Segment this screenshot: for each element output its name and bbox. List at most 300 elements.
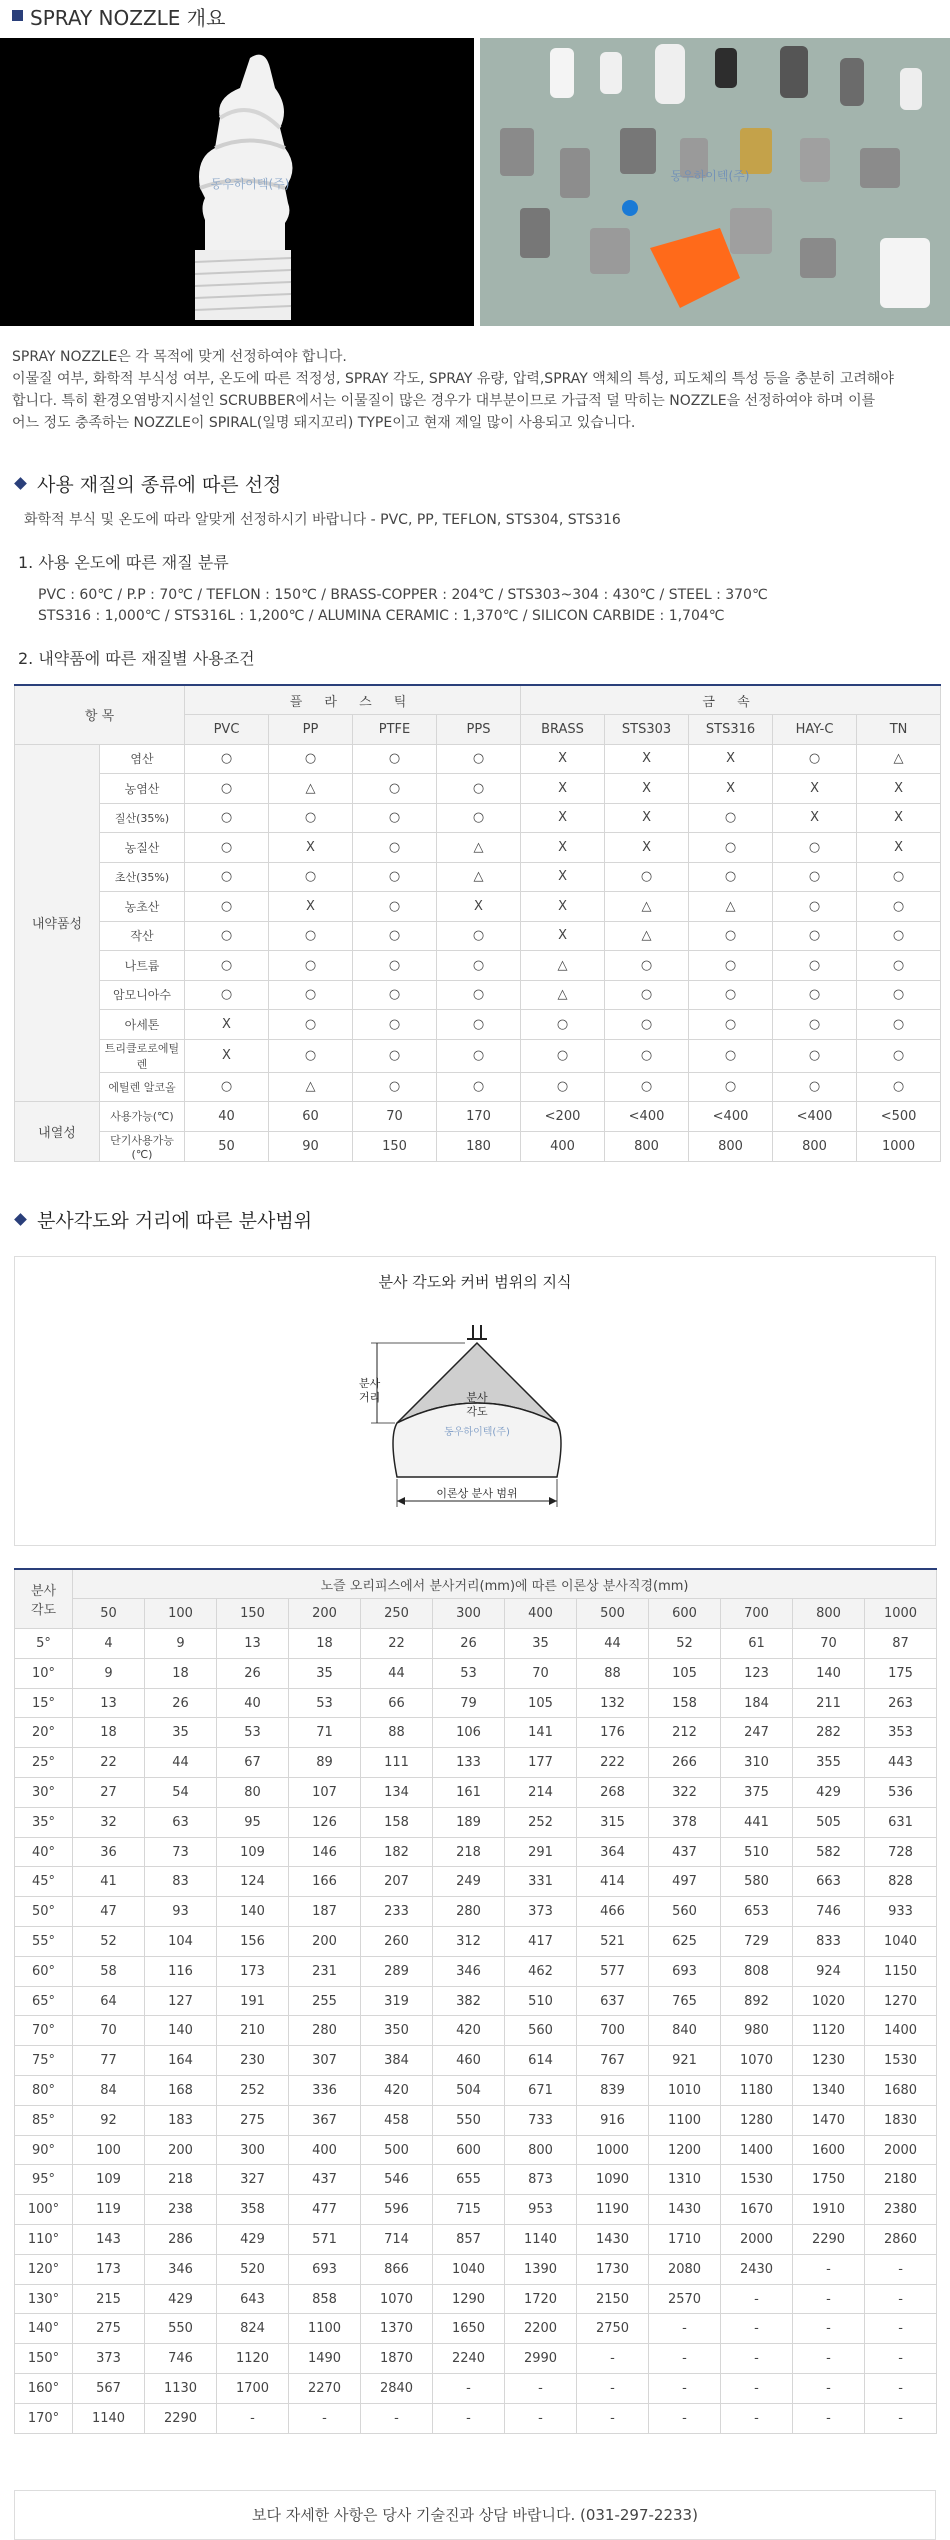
- diameter-cell: -: [793, 2314, 865, 2344]
- temperature-cell: 800: [689, 1131, 773, 1161]
- diameter-cell: 921: [649, 2046, 721, 2076]
- diameter-cell: -: [433, 2374, 505, 2404]
- distance-span-header: 노즐 오리피스에서 분사거리(mm)에 따른 이론상 분사직경(mm): [73, 1569, 937, 1599]
- diameter-cell: 210: [217, 2016, 289, 2046]
- diameter-cell: 44: [577, 1629, 649, 1659]
- heat-group-label: 내열성: [15, 1102, 100, 1162]
- temperature-cell: 1000: [857, 1131, 941, 1161]
- diameter-cell: 44: [145, 1748, 217, 1778]
- diameter-cell: 1710: [649, 2225, 721, 2255]
- diameter-cell: 1430: [577, 2225, 649, 2255]
- resistance-cell: ○: [437, 921, 521, 951]
- resistance-cell: X: [773, 774, 857, 804]
- resistance-cell: ○: [857, 1039, 941, 1072]
- diameter-cell: 715: [433, 2195, 505, 2225]
- intro-line: SPRAY NOZZLE은 각 목적에 맞게 선정하여야 합니다.: [12, 349, 347, 365]
- diameter-cell: 631: [865, 1807, 937, 1837]
- resistance-cell: ○: [689, 980, 773, 1010]
- resistance-cell: ○: [521, 1072, 605, 1102]
- chemical-name: 농염산: [100, 774, 185, 804]
- diameter-cell: 550: [145, 2314, 217, 2344]
- diameter-cell: 460: [433, 2046, 505, 2076]
- table-header-row: [15, 1569, 937, 1599]
- resistance-cell: ○: [857, 921, 941, 951]
- temperature-cell: <500: [857, 1102, 941, 1132]
- resistance-cell: ○: [437, 951, 521, 981]
- photo-watermark-left: 동우하이텍(주): [210, 177, 290, 191]
- chemical-name: 작산: [100, 921, 185, 951]
- diameter-cell: 429: [217, 2225, 289, 2255]
- table-row: [15, 1778, 937, 1808]
- diameter-cell: 77: [73, 2046, 145, 2076]
- resistance-cell: ○: [353, 1072, 437, 1102]
- diameter-cell: -: [865, 2403, 937, 2433]
- diameter-cell: 1340: [793, 2076, 865, 2106]
- diameter-cell: 187: [289, 1897, 361, 1927]
- diameter-cell: 1090: [577, 2165, 649, 2195]
- angle-cell: 50°: [15, 1897, 73, 1927]
- angle-cell: 75°: [15, 2046, 73, 2076]
- diameter-cell: 521: [577, 1927, 649, 1957]
- angle-cell: 160°: [15, 2374, 73, 2404]
- diameter-cell: 375: [721, 1778, 793, 1808]
- diameter-cell: 275: [217, 2105, 289, 2135]
- table-row: [15, 1867, 937, 1897]
- diameter-cell: 693: [289, 2254, 361, 2284]
- diameter-cell: 580: [721, 1867, 793, 1897]
- diameter-cell: 1490: [289, 2344, 361, 2374]
- diameter-cell: 1230: [793, 2046, 865, 2076]
- intro-text: [12, 346, 942, 434]
- resistance-cell: X: [521, 744, 605, 774]
- table-row: [15, 774, 941, 804]
- resistance-cell: ○: [857, 980, 941, 1010]
- diameter-cell: 2270: [289, 2374, 361, 2404]
- table-row: [15, 803, 941, 833]
- diameter-cell: 40: [217, 1688, 289, 1718]
- diameter-cell: 567: [73, 2374, 145, 2404]
- diameter-cell: 2000: [865, 2135, 937, 2165]
- table-row: [15, 1102, 941, 1132]
- diameter-cell: 858: [289, 2284, 361, 2314]
- diameter-cell: 275: [73, 2314, 145, 2344]
- resistance-cell: X: [605, 803, 689, 833]
- resistance-cell: X: [185, 1010, 269, 1040]
- resistance-cell: ○: [185, 833, 269, 863]
- header-square-icon: [12, 10, 23, 21]
- diameter-cell: 2180: [865, 2165, 937, 2195]
- diameter-cell: 1000: [577, 2135, 649, 2165]
- diameter-cell: 429: [793, 1778, 865, 1808]
- angle-cell: 85°: [15, 2105, 73, 2135]
- diameter-cell: 18: [145, 1658, 217, 1688]
- diameter-cell: 1070: [361, 2284, 433, 2314]
- diameter-cell: 211: [793, 1688, 865, 1718]
- diameter-cell: 1430: [649, 2195, 721, 2225]
- diameter-cell: 66: [361, 1688, 433, 1718]
- diameter-cell: 857: [433, 2225, 505, 2255]
- resistance-cell: ○: [185, 803, 269, 833]
- diameter-cell: 104: [145, 1927, 217, 1957]
- intro-line: 합니다. 특히 환경오염방지시설인 SCRUBBER에서는 이물질이 많은 경우가 대부분이므로 가급적 덜 막히는 NOZZLE을 선정하여야 하며 이를: [12, 393, 876, 409]
- diameter-cell: 300: [217, 2135, 289, 2165]
- diameter-cell: 63: [145, 1807, 217, 1837]
- diameter-cell: 824: [217, 2314, 289, 2344]
- resistance-cell: ○: [689, 1072, 773, 1102]
- resistance-cell: ○: [857, 951, 941, 981]
- resistance-cell: X: [269, 833, 353, 863]
- table-row: [15, 2314, 937, 2344]
- resistance-cell: ○: [269, 1010, 353, 1040]
- table-row: [15, 1897, 937, 1927]
- table-row: [15, 1131, 941, 1161]
- resistance-cell: X: [689, 774, 773, 804]
- diameter-cell: 173: [73, 2254, 145, 2284]
- diameter-cell: 214: [505, 1778, 577, 1808]
- diameter-cell: 839: [577, 2076, 649, 2106]
- resistance-cell: ○: [353, 774, 437, 804]
- diameter-cell: 497: [649, 1867, 721, 1897]
- diameter-cell: 353: [865, 1718, 937, 1748]
- resistance-cell: ○: [689, 803, 773, 833]
- diameter-cell: 140: [145, 2016, 217, 2046]
- resistance-cell: ○: [269, 980, 353, 1010]
- resistance-cell: ○: [773, 980, 857, 1010]
- diameter-cell: 614: [505, 2046, 577, 2076]
- diameter-cell: 207: [361, 1867, 433, 1897]
- resistance-cell: ○: [353, 980, 437, 1010]
- diameter-cell: -: [721, 2314, 793, 2344]
- resistance-cell: △: [605, 892, 689, 922]
- diameter-cell: 18: [73, 1718, 145, 1748]
- contact-footer: 보다 자세한 사항은 당사 기술진과 상담 바랍니다. (031-297-2233): [14, 2490, 936, 2540]
- resistance-cell: ○: [185, 921, 269, 951]
- resistance-cell: △: [521, 951, 605, 981]
- resistance-cell: X: [857, 803, 941, 833]
- diameter-cell: 560: [649, 1897, 721, 1927]
- diameter-cell: 307: [289, 2046, 361, 2076]
- diameter-cell: 582: [793, 1837, 865, 1867]
- chemical-subheading: 2. 내약품에 따른 재질별 사용조건: [18, 649, 255, 668]
- resistance-cell: X: [521, 862, 605, 892]
- diameter-cell: 746: [145, 2344, 217, 2374]
- resistance-cell: △: [521, 980, 605, 1010]
- diameter-cell: 2080: [649, 2254, 721, 2284]
- diameter-cell: 2750: [577, 2314, 649, 2344]
- diameter-cell: 230: [217, 2046, 289, 2076]
- resistance-cell: ○: [857, 1010, 941, 1040]
- resistance-cell: ○: [773, 744, 857, 774]
- diameter-cell: 2570: [649, 2284, 721, 2314]
- material-column-header: STS303: [605, 715, 689, 745]
- diameter-cell: 310: [721, 1748, 793, 1778]
- resistance-cell: ○: [269, 744, 353, 774]
- angle-header-line: 분사: [30, 1584, 57, 1600]
- diameter-cell: 84: [73, 2076, 145, 2106]
- diameter-cell: 231: [289, 1956, 361, 1986]
- angle-cell: 55°: [15, 1927, 73, 1957]
- resistance-cell: △: [269, 1072, 353, 1102]
- diameter-cell: 833: [793, 1927, 865, 1957]
- diameter-cell: 53: [433, 1658, 505, 1688]
- resistance-cell: ○: [185, 951, 269, 981]
- heat-condition-name: 단기사용가능(℃): [100, 1131, 185, 1161]
- diameter-cell: 1270: [865, 1986, 937, 2016]
- diameter-cell: 140: [793, 1658, 865, 1688]
- diameter-cell: 1680: [865, 2076, 937, 2106]
- chemical-name: 농초산: [100, 892, 185, 922]
- diameter-cell: 53: [289, 1688, 361, 1718]
- diameter-cell: 222: [577, 1748, 649, 1778]
- diameter-cell: 280: [433, 1897, 505, 1927]
- diameter-cell: 54: [145, 1778, 217, 1808]
- temperature-cell: 800: [605, 1131, 689, 1161]
- diagram-caption: 분사 각도와 커버 범위의 지식: [378, 1273, 572, 1291]
- diameter-cell: 414: [577, 1867, 649, 1897]
- table-row: [15, 1927, 937, 1957]
- diameter-cell: 41: [73, 1867, 145, 1897]
- diameter-cell: 67: [217, 1748, 289, 1778]
- resistance-cell: ○: [437, 1072, 521, 1102]
- diameter-cell: 550: [433, 2105, 505, 2135]
- nozzle-collection-photo: [480, 38, 950, 326]
- intro-line: 이물질 여부, 화학적 부식성 여부, 온도에 따른 적정성, SPRAY 각도, SPRAY 유량, 압력,SPRAY 액체의 특성, 피도체의 특성 등을 충분히 고려해야: [12, 371, 894, 387]
- diameter-cell: 126: [289, 1807, 361, 1837]
- distance-column-header: 200: [289, 1599, 361, 1629]
- diameter-cell: 1400: [865, 2016, 937, 2046]
- diameter-cell: 200: [289, 1927, 361, 1957]
- table-row: [15, 2195, 937, 2225]
- diameter-cell: 44: [361, 1658, 433, 1688]
- diameter-cell: 119: [73, 2195, 145, 2225]
- diameter-cell: 80: [217, 1778, 289, 1808]
- angle-cell: 45°: [15, 1867, 73, 1897]
- diameter-cell: 346: [145, 2254, 217, 2284]
- diameter-cell: 350: [361, 2016, 433, 2046]
- diameter-cell: 109: [73, 2165, 145, 2195]
- diameter-cell: 808: [721, 1956, 793, 1986]
- resistance-cell: X: [521, 921, 605, 951]
- diameter-cell: 1150: [865, 1956, 937, 1986]
- diameter-cell: 1470: [793, 2105, 865, 2135]
- diameter-cell: 13: [217, 1629, 289, 1659]
- diameter-cell: 358: [217, 2195, 289, 2225]
- diameter-cell: 1310: [649, 2165, 721, 2195]
- resistance-cell: ○: [857, 892, 941, 922]
- diameter-cell: -: [649, 2374, 721, 2404]
- diameter-cell: 247: [721, 1718, 793, 1748]
- resistance-cell: ○: [689, 1010, 773, 1040]
- resistance-cell: △: [437, 833, 521, 863]
- resistance-cell: ○: [269, 951, 353, 981]
- diameter-cell: 504: [433, 2076, 505, 2106]
- angle-cell: 150°: [15, 2344, 73, 2374]
- diameter-cell: 828: [865, 1867, 937, 1897]
- diameter-cell: 458: [361, 2105, 433, 2135]
- resistance-cell: ○: [353, 921, 437, 951]
- diameter-cell: -: [649, 2344, 721, 2374]
- table-row: [15, 892, 941, 922]
- diameter-cell: -: [721, 2344, 793, 2374]
- temperature-cell: <400: [605, 1102, 689, 1132]
- diameter-cell: 1140: [73, 2403, 145, 2433]
- diameter-cell: 327: [217, 2165, 289, 2195]
- diameter-cell: 123: [721, 1658, 793, 1688]
- resistance-cell: ○: [605, 1039, 689, 1072]
- diameter-cell: 106: [433, 1718, 505, 1748]
- temperature-cell: 40: [185, 1102, 269, 1132]
- angle-cell: 110°: [15, 2225, 73, 2255]
- diameter-cell: 58: [73, 1956, 145, 1986]
- diameter-cell: 560: [505, 2016, 577, 2046]
- diameter-cell: 18: [289, 1629, 361, 1659]
- temperature-cell: 170: [437, 1102, 521, 1132]
- section-title: 사용 재질의 종류에 따른 선정: [37, 474, 282, 496]
- diameter-cell: -: [433, 2403, 505, 2433]
- diameter-cell: 266: [649, 1748, 721, 1778]
- label-distance: 거리: [359, 1391, 381, 1404]
- diameter-cell: 141: [505, 1718, 577, 1748]
- diameter-cell: -: [865, 2344, 937, 2374]
- resistance-cell: △: [437, 862, 521, 892]
- photo-watermark-right: 동우하이텍(주): [670, 169, 750, 183]
- diameter-cell: 218: [145, 2165, 217, 2195]
- diameter-cell: -: [361, 2403, 433, 2433]
- diameter-cell: 319: [361, 1986, 433, 2016]
- diameter-cell: 61: [721, 1629, 793, 1659]
- diameter-cell: 158: [361, 1807, 433, 1837]
- diameter-cell: 1180: [721, 2076, 793, 2106]
- material-description: 화학적 부식 및 온도에 따라 알맞게 선정하시기 바랍니다 - PVC, PP, TEFLON, STS304, STS316: [24, 512, 621, 528]
- diameter-cell: 767: [577, 2046, 649, 2076]
- diameter-cell: 1830: [865, 2105, 937, 2135]
- table-row: [15, 2135, 937, 2165]
- resistance-cell: ○: [437, 744, 521, 774]
- item-header: 항 목: [15, 685, 185, 744]
- diameter-cell: 132: [577, 1688, 649, 1718]
- table-row: [15, 1039, 941, 1072]
- resistance-cell: ○: [773, 921, 857, 951]
- diameter-cell: 2840: [361, 2374, 433, 2404]
- diameter-cell: 35: [289, 1658, 361, 1688]
- resistance-cell: X: [521, 774, 605, 804]
- temperature-cell: <200: [521, 1102, 605, 1132]
- diameter-cell: 191: [217, 1986, 289, 2016]
- resistance-cell: ○: [689, 833, 773, 863]
- diameter-cell: 510: [721, 1837, 793, 1867]
- diameter-cell: 510: [505, 1986, 577, 2016]
- diameter-cell: 2000: [721, 2225, 793, 2255]
- diameter-cell: 35: [145, 1718, 217, 1748]
- diameter-cell: -: [577, 2344, 649, 2374]
- diameter-cell: 441: [721, 1807, 793, 1837]
- resistance-cell: ○: [773, 862, 857, 892]
- diameter-cell: 866: [361, 2254, 433, 2284]
- diameter-cell: 1650: [433, 2314, 505, 2344]
- spiral-nozzle-photo: [0, 38, 474, 326]
- table-row: [15, 2254, 937, 2284]
- diameter-cell: 168: [145, 2076, 217, 2106]
- resistance-cell: ○: [773, 1010, 857, 1040]
- diameter-cell: 637: [577, 1986, 649, 2016]
- diameter-cell: 367: [289, 2105, 361, 2135]
- angle-header-line: 각도: [30, 1603, 57, 1619]
- resistance-cell: ○: [437, 774, 521, 804]
- resistance-cell: △: [269, 774, 353, 804]
- table-row: [15, 2076, 937, 2106]
- diameter-cell: 1040: [865, 1927, 937, 1957]
- diameter-cell: 73: [145, 1837, 217, 1867]
- diameter-cell: 700: [577, 2016, 649, 2046]
- distance-column-header: 500: [577, 1599, 649, 1629]
- resistance-cell: ○: [185, 862, 269, 892]
- diameter-cell: -: [865, 2374, 937, 2404]
- diameter-cell: 107: [289, 1778, 361, 1808]
- temperature-cell: 60: [269, 1102, 353, 1132]
- diameter-cell: 536: [865, 1778, 937, 1808]
- diameter-cell: 282: [793, 1718, 865, 1748]
- diameter-cell: 22: [73, 1748, 145, 1778]
- angle-cell: 40°: [15, 1837, 73, 1867]
- diameter-cell: -: [721, 2374, 793, 2404]
- diameter-cell: 182: [361, 1837, 433, 1867]
- distance-column-header: 600: [649, 1599, 721, 1629]
- resistance-cell: ○: [437, 980, 521, 1010]
- resistance-cell: X: [185, 1039, 269, 1072]
- diameter-cell: 714: [361, 2225, 433, 2255]
- table-row: [15, 862, 941, 892]
- resistance-cell: ○: [353, 862, 437, 892]
- diameter-cell: 1700: [217, 2374, 289, 2404]
- diameter-cell: 437: [649, 1837, 721, 1867]
- distance-column-header: 300: [433, 1599, 505, 1629]
- table-row: [15, 1629, 937, 1659]
- diameter-cell: -: [793, 2403, 865, 2433]
- resistance-cell: ○: [437, 803, 521, 833]
- diameter-cell: -: [793, 2344, 865, 2374]
- diameter-cell: 70: [73, 2016, 145, 2046]
- diameter-cell: 2990: [505, 2344, 577, 2374]
- diameter-cell: 4: [73, 1629, 145, 1659]
- table-row: [15, 2225, 937, 2255]
- table-row: [15, 744, 941, 774]
- diameter-cell: 520: [217, 2254, 289, 2284]
- spray-angle-diagram: [14, 1256, 936, 1546]
- diameter-cell: 175: [865, 1658, 937, 1688]
- diameter-cell: 729: [721, 1927, 793, 1957]
- diameter-cell: 429: [145, 2284, 217, 2314]
- resistance-cell: ○: [185, 980, 269, 1010]
- resistance-cell: ○: [437, 1039, 521, 1072]
- temperature-subheading: 1. 사용 온도에 따른 재질 분류: [18, 553, 229, 572]
- diameter-cell: -: [793, 2374, 865, 2404]
- diameter-cell: 289: [361, 1956, 433, 1986]
- label-angle: 분사: [466, 1391, 488, 1404]
- diameter-cell: 238: [145, 2195, 217, 2225]
- resistance-cell: ○: [521, 1039, 605, 1072]
- resistance-cell: X: [521, 833, 605, 863]
- diameter-cell: 2150: [577, 2284, 649, 2314]
- diameter-cell: 420: [361, 2076, 433, 2106]
- diameter-cell: -: [865, 2254, 937, 2284]
- material-column-header: HAY-C: [773, 715, 857, 745]
- diameter-cell: 625: [649, 1927, 721, 1957]
- diameter-cell: 916: [577, 2105, 649, 2135]
- diameter-cell: 373: [73, 2344, 145, 2374]
- diameter-cell: 331: [505, 1867, 577, 1897]
- diameter-cell: 9: [145, 1629, 217, 1659]
- resistance-cell: X: [605, 774, 689, 804]
